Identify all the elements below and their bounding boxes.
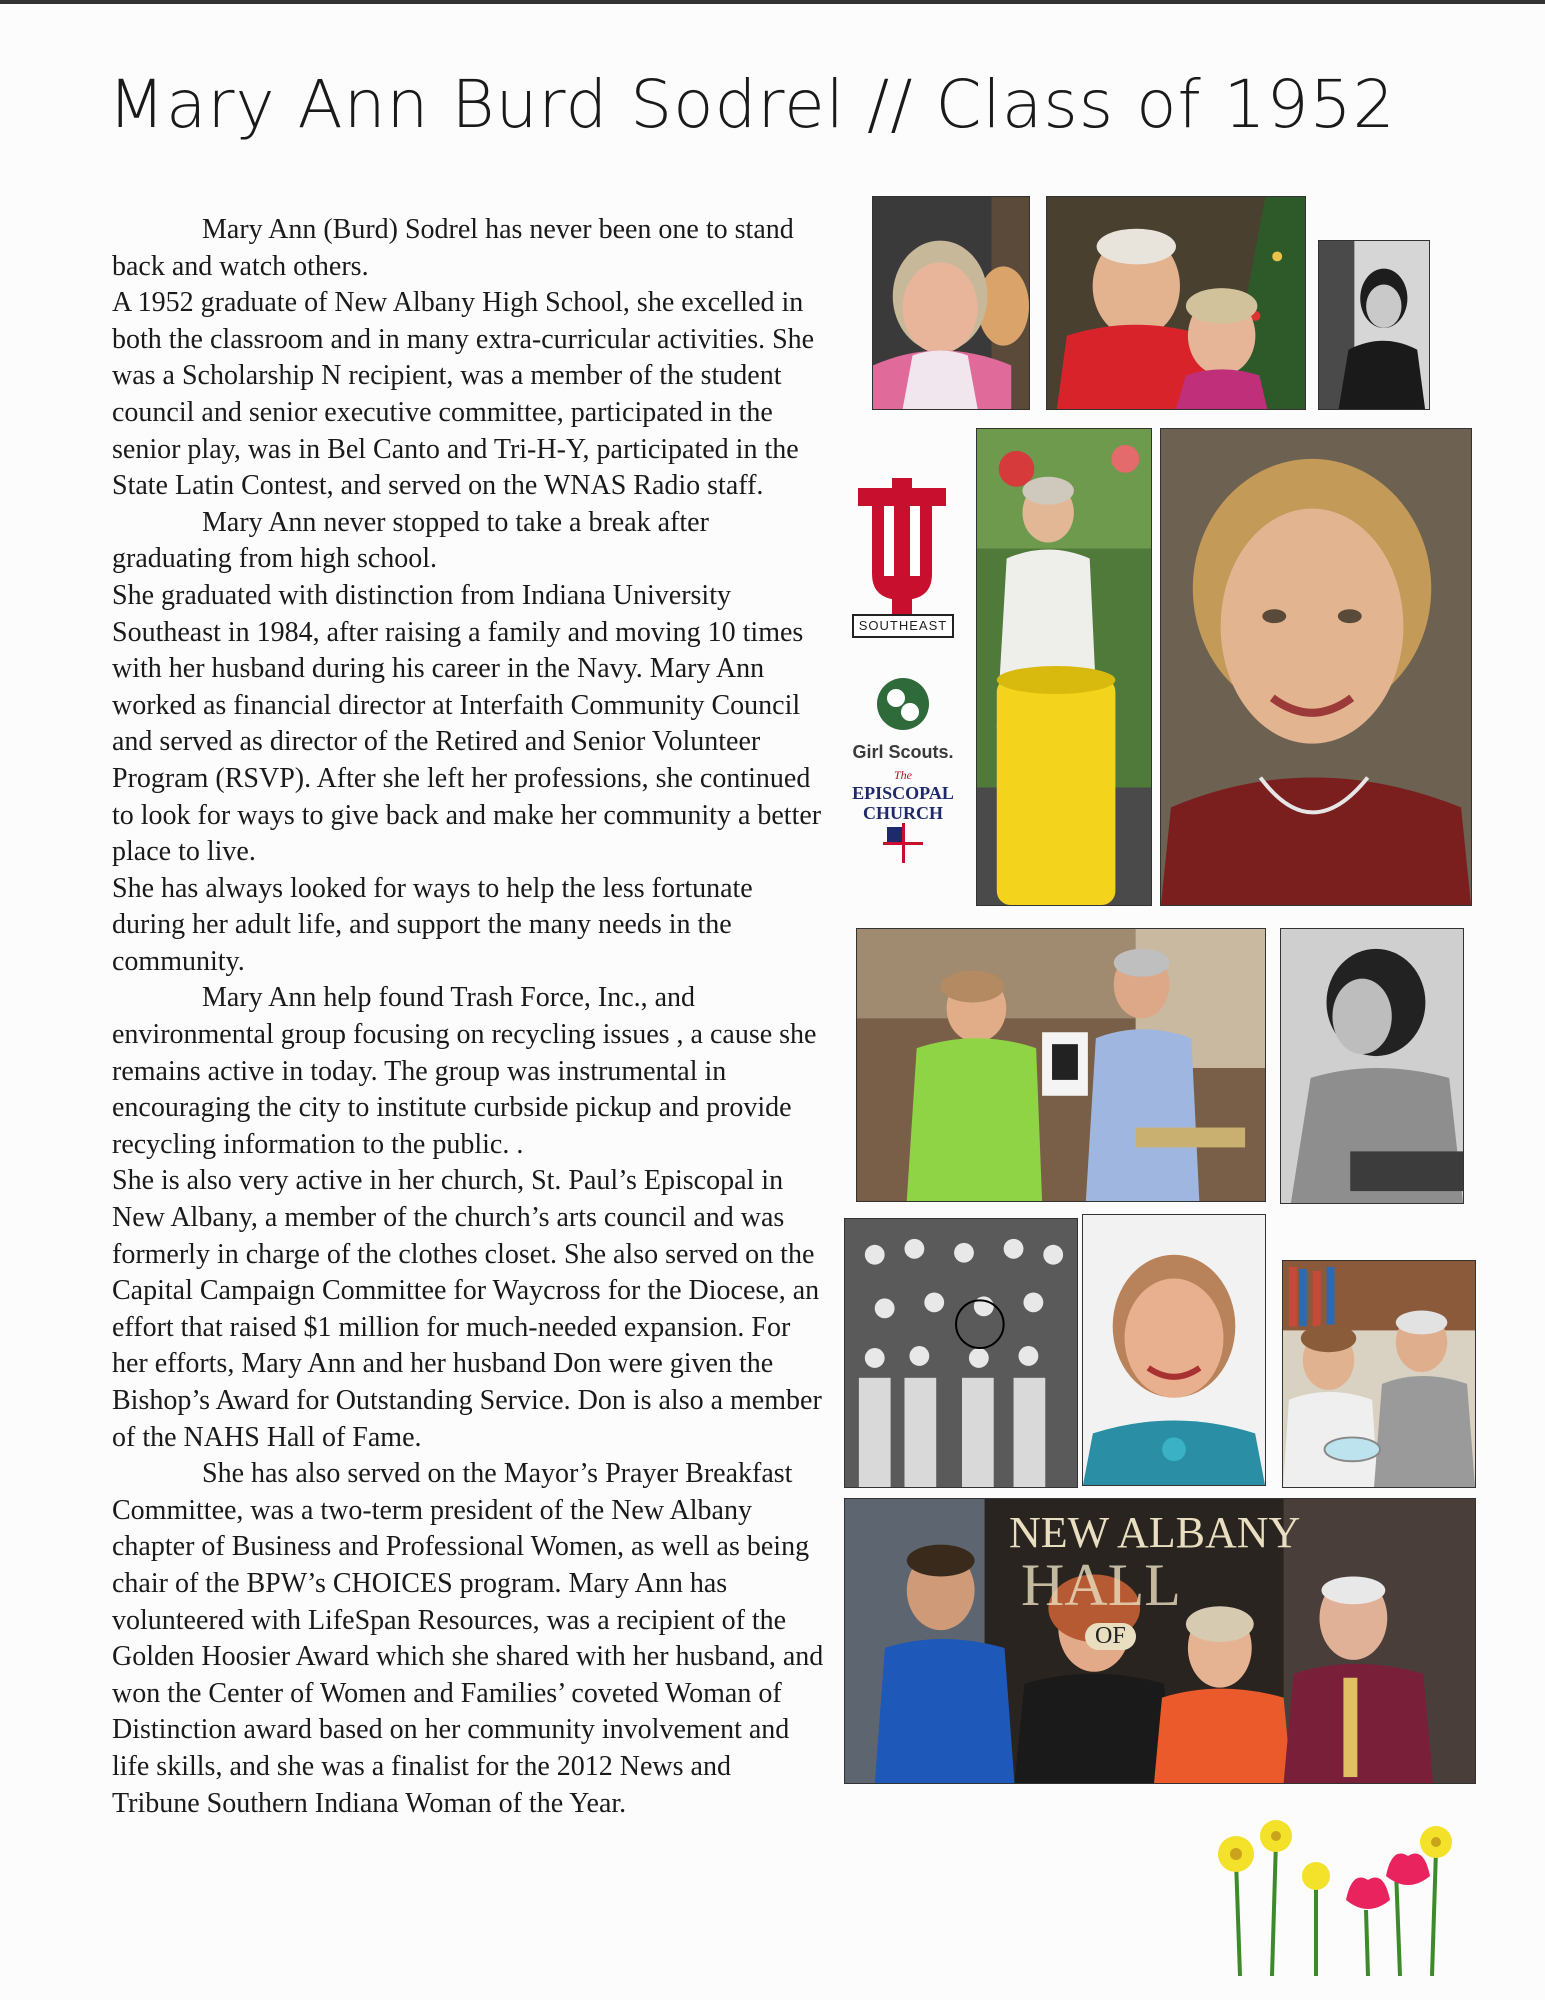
girl-scouts-logo: [848, 668, 958, 768]
paragraph: Mary Ann never stopped to take a break after graduating from high school.: [112, 506, 709, 575]
photo-woman-smiling: [872, 196, 1030, 410]
photo-profile-bw: [1280, 928, 1464, 1204]
hof-banner-line1: NEW ALBANY: [1009, 1508, 1301, 1557]
paragraph: A 1952 graduate of New Albany High School, she excelled in both the classroom and in many extra-curricular activities. She was a Scholarship N recipient, was a member of the student council and senior executive committee, participated in the senior play, was in Bel Canto and Tri-H-Y, participated in the State Latin Contest, and served on the WNAS Radio staff.: [112, 287, 815, 502]
page-title: Mary Ann Burd Sodrel // Class of 1952: [108, 66, 1396, 143]
paragraph: She graduated with distinction from Indiana University Southeast in 1984, after raising a family and moving 10 times with her husband during his career in the Navy. Mary Ann worked as financial director at Interfaith Community Council and served as director of the Retired and Senior Volunteer Program (RSVP). After she left her professions, she continued to look for ways to give back and make her community a better place to live.: [112, 579, 822, 868]
photo-couple-christmas: [1046, 196, 1306, 410]
article-body: [112, 212, 824, 1822]
iu-southeast-label: SOUTHEAST: [852, 614, 954, 638]
photo-choir-group-bw: [844, 1218, 1078, 1488]
flowers-clipart: [1196, 1800, 1480, 1976]
episcopal-name-line2: CHURCH: [863, 803, 943, 823]
photo-hall-of-fame-group: [844, 1498, 1476, 1784]
episcopal-name-line1: EPISCOPAL: [852, 783, 954, 803]
photo-woman-teal-background: [1082, 1214, 1266, 1486]
hof-banner-of: OF: [1085, 1623, 1136, 1650]
photo-woman-with-man-event: [856, 928, 1266, 1202]
paragraph: Mary Ann (Burd) Sodrel has never been one to stand back and watch others.: [112, 214, 794, 282]
hof-banner-line2: HALL: [1021, 1552, 1181, 1618]
photo-young-woman-bw: [1318, 240, 1430, 410]
photo-couple-with-award: [1282, 1260, 1476, 1488]
episcopal-the: The: [894, 768, 912, 782]
paragraph: She is also very active in her church, St. Paul’s Episcopal in New Albany, a member of the church’s arts council and was formerly in charge of the clothes closet. She also served on the Capital Campaign Committee for Waycross for the Diocese, an effort that raised $1 million for much-needed expansion. For her efforts, Mary Ann and her husband Don were given the Bishop’s Award for Outstanding Service. Don is also a member of the NAHS Hall of Fame.: [112, 1165, 822, 1453]
girl-scouts-label: Girl Scouts.: [852, 742, 954, 762]
paragraph: She has always looked for ways to help the less fortunate during her adult life, and support the many needs in the community.: [112, 872, 753, 977]
episcopal-shield-icon: [883, 823, 923, 863]
paragraph: Mary Ann help found Trash Force, Inc., and environmental group focusing on recycling issues , a cause she remains active in today. The group was instrumental in encouraging the city to institute curbside pickup and provide recycling information to the public. .: [112, 982, 817, 1160]
photo-portrait-color: [1160, 428, 1472, 906]
episcopal-church-logo: [848, 768, 958, 874]
photo-woman-recycling-barrel: [976, 428, 1152, 906]
iu-southeast-logo: [848, 478, 956, 638]
paragraph: She has also served on the Mayor’s Prayer Breakfast Committee, was a two-term president of the New Albany chapter of Business and Professional Women, as well as being chair of the BPW’s CHOICES program. Mary Ann has volunteered with LifeSpan Resources, was a recipient of the Golden Hoosier Award which she shared with her husband, and won the Center of Women and Families’ coveted Woman of Distinction award based on her community involvement and life skills, and she was a finalist for the 2012 News and Tribune Southern Indiana Woman of the Year.: [112, 1458, 824, 1819]
